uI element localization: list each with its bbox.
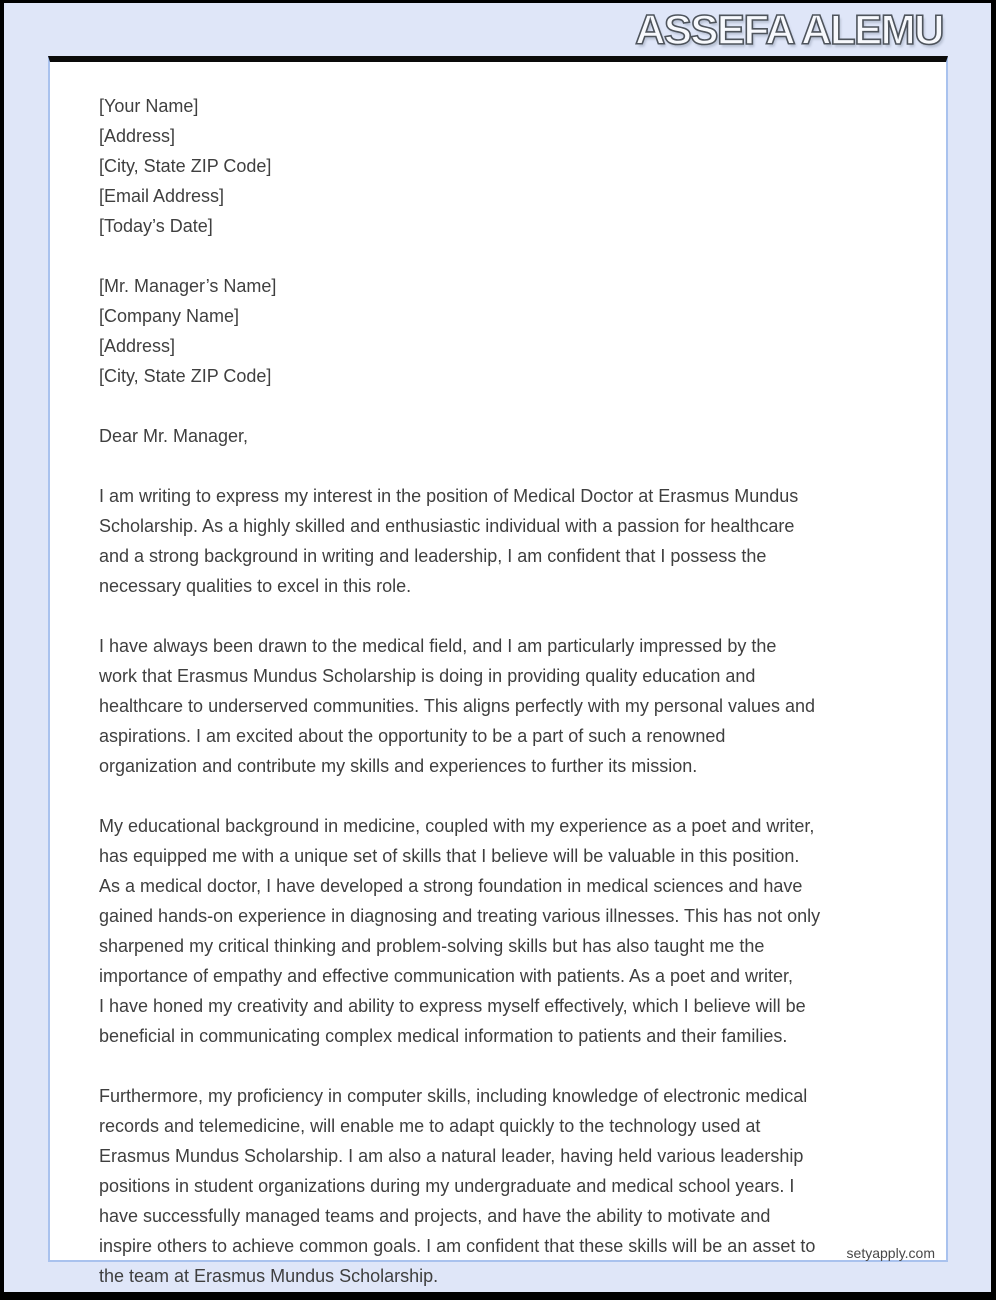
letter-line: I am writing to express my interest in the position of Medical Doctor at Erasmus Mundus	[99, 486, 799, 506]
sender-address-block	[99, 91, 911, 241]
letter-line: [Today’s Date]	[99, 216, 213, 236]
letter-line: the team at Erasmus Mundus Scholarship.	[99, 1266, 439, 1286]
paragraph	[99, 481, 911, 601]
letter-line: I have honed my creativity and ability to express myself effectively, which I believe will be	[99, 996, 806, 1016]
watermark: setyapply.com	[846, 1245, 935, 1261]
letter-line: records and telemedicine, will enable me to adapt quickly to the technology used at	[99, 1116, 761, 1136]
letter-line: [Mr. Manager’s Name]	[99, 276, 277, 296]
candidate-name-heading: ASSEFA ALEMU	[635, 6, 943, 53]
letter-line: [Company Name]	[99, 306, 240, 326]
letter-line: work that Erasmus Mundus Scholarship is doing in providing quality education and	[99, 666, 756, 686]
letter-line: necessary qualities to excel in this role.	[99, 576, 412, 596]
letter-line: inspire others to achieve common goals. I am confident that these skills will be an asset to	[99, 1236, 816, 1256]
letter-line: [Address]	[99, 126, 176, 146]
letter-line: [City, State ZIP Code]	[99, 366, 272, 386]
paragraph	[99, 1081, 911, 1291]
letter-line: My educational background in medicine, coupled with my experience as a poet and writer,	[99, 816, 815, 836]
letter-line: [City, State ZIP Code]	[99, 156, 272, 176]
letter-line: As a medical doctor, I have developed a strong foundation in medical sciences and have	[99, 876, 803, 896]
letter-line: beneficial in communicating complex medical information to patients and their families.	[99, 1026, 788, 1046]
letter-line: have successfully managed teams and projects, and have the ability to motivate and	[99, 1206, 771, 1226]
salutation-block	[99, 421, 911, 451]
letter-line: I have always been drawn to the medical field, and I am particularly impressed by the	[99, 636, 777, 656]
letter-line: organization and contribute my skills and experiences to further its mission.	[99, 756, 698, 776]
letter-line: gained hands-on experience in diagnosing and treating various illnesses. This has not only	[99, 906, 821, 926]
letter-line: aspirations. I am excited about the opportunity to be a part of such a renowned	[99, 726, 726, 746]
letter-line: importance of empathy and effective communication with patients. As a poet and writer,	[99, 966, 794, 986]
letter-line: and a strong background in writing and leadership, I am confident that I possess the	[99, 546, 767, 566]
letter-line: has equipped me with a unique set of skills that I believe will be valuable in this position.	[99, 846, 800, 866]
letter-line: [Email Address]	[99, 186, 225, 206]
letter-line: positions in student organizations during my undergraduate and medical school years. I	[99, 1176, 795, 1196]
letter-line: healthcare to underserved communities. This aligns perfectly with my personal values and	[99, 696, 816, 716]
letter-line: [Address]	[99, 336, 176, 356]
body-paragraphs	[99, 481, 911, 1291]
paragraph	[99, 631, 911, 781]
letter-line: Furthermore, my proficiency in computer skills, including knowledge of electronic medical	[99, 1086, 808, 1106]
salutation: Dear Mr. Manager,	[99, 426, 249, 446]
recipient-address-block	[99, 271, 911, 391]
letter-body	[99, 91, 911, 1291]
letter-line: Scholarship. As a highly skilled and enthusiastic individual with a passion for healthcare	[99, 516, 795, 536]
letter-line: Erasmus Mundus Scholarship. I am also a natural leader, having held various leadership	[99, 1146, 804, 1166]
paragraph	[99, 811, 911, 1051]
letter-line: [Your Name]	[99, 96, 199, 116]
letter-line: sharpened my critical thinking and problem-solving skills but has also taught me the	[99, 936, 765, 956]
